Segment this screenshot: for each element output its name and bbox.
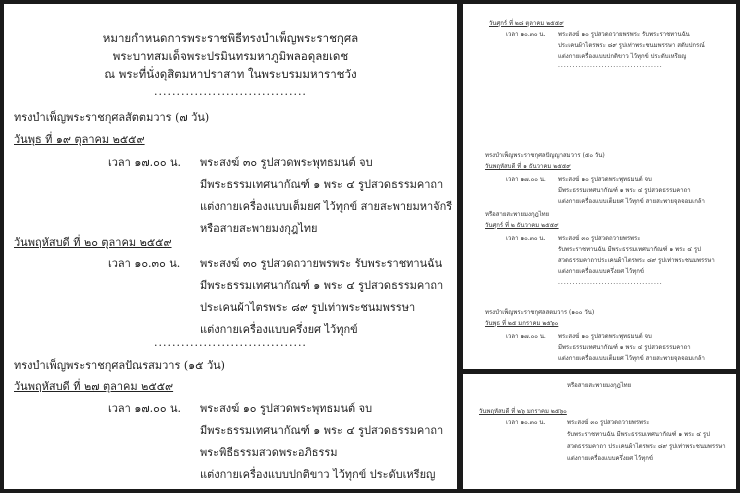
event-detail: พระสงฆ์ ๓๐ รูปสวดถวายพรพระ <box>558 235 641 242</box>
event-detail: พระสงฆ์ ๓๐ รูปสวดถวายพรพระ รับพระราชทานฉัน <box>200 257 443 270</box>
doc-title-line-3: ณ พระที่นั่งดุสิตมหาปราสาท ในพระบรมมหาราชวัง <box>104 67 357 81</box>
event-detail: มีพระธรรมเทศนากัณฑ์ ๑ พระ ๔ รูปสวดธรรมคาถา <box>200 424 444 437</box>
event-detail: แต่งกายเครื่องแบบปกติขาว ไว้ทุกข์ ประดับเหรียญ <box>200 468 436 481</box>
section-title-50-days: ทรงบำเพ็ญพระราชกุศลปัญญาสมวาร (๕๐ วัน) <box>485 152 605 159</box>
continuation-page-1 <box>463 4 736 369</box>
event-time: เวลา ๑๐.๓๐ น. <box>506 235 546 242</box>
event-detail: สวดธรรมคาถา ประเคนผ้าไตรพระ ๘๙ รูปเท่าพระชนมพรรษา <box>567 443 726 450</box>
event-detail: แต่งกายเครื่องแบบปกติขาว ไว้ทุกข์ ประดับเหรียญ <box>558 53 687 60</box>
divider: .................................... <box>558 279 663 286</box>
section-title-7-days: ทรงบำเพ็ญพระราชกุศลสัตตมวาร (๗ วัน) <box>14 111 210 124</box>
date-heading: วันพฤหัสบดี ที่ ๒๐ ตุลาคม ๒๕๕๙ <box>14 236 172 249</box>
doc-title-line-2: พระบาทสมเด็จพระปรมินทรมหาภูมิพลอดุลยเดช <box>112 49 349 63</box>
event-detail: พระสงฆ์ ๓๐ รูปสวดถวายพรพระ <box>567 419 650 426</box>
event-detail: พระสงฆ์ ๓๐ รูปสวดพระพุทธมนต์ จบ <box>200 156 373 169</box>
event-detail: มีพระธรรมเทศนากัณฑ์ ๑ พระ ๔ รูปสวดธรรมคาถา <box>200 178 444 191</box>
date-heading: วันพุธ ที่ ๑๙ ตุลาคม ๒๕๕๙ <box>14 133 145 146</box>
event-detail: รับพระราชทานฉัน มีพระธรรมเทศนากัณฑ์ ๑ พระ ๔ รูป <box>558 246 701 253</box>
divider: .................................. <box>154 85 307 98</box>
event-detail: พระสงฆ์ ๑๐ รูปสวดพระพุทธมนต์ จบ <box>558 333 652 340</box>
event-time: เวลา ๑๗.๐๐ น. <box>506 176 546 183</box>
section-title-15-days: ทรงบำเพ็ญพระราชกุศลปัณรสมวาร (๑๕ วัน) <box>14 359 225 372</box>
doc-title-line-1: หมายกำหนดการพระราชพิธีทรงบำเพ็ญพระราชกุศล <box>102 31 359 45</box>
event-time: เวลา ๑๗.๐๐ น. <box>108 156 182 169</box>
event-detail: พระสงฆ์ ๑๐ รูปสวดพระพุทธมนต์ จบ <box>558 176 652 183</box>
event-detail: หรือสายสะพายมงกุฎไทย <box>200 222 318 235</box>
event-detail: แต่งกายเครื่องแบบครึ่งยศ ไว้ทุกข์ <box>567 455 653 462</box>
date-heading: วันพุธ ที่ ๒๕ มกราคม ๒๕๖๐ <box>485 320 559 327</box>
section-title-100-days: ทรงบำเพ็ญพระราชกุศลสตมวาร (๑๐๐ วัน) <box>485 309 595 316</box>
date-heading: วันศุกร์ ที่ ๒๘ ตุลาคม ๒๕๕๙ <box>489 20 564 27</box>
divider: .................................... <box>558 62 663 69</box>
date-heading: วันศุกร์ ที่ ๒ ธันวาคม ๒๕๕๙ <box>485 222 559 229</box>
event-detail: แต่งกายเครื่องแบบเต็มยศ ไว้ทุกข์ สายสะพายมหาจักรี <box>200 200 453 213</box>
event-detail: แต่งกายเครื่องแบบครึ่งยศ ไว้ทุกข์ <box>200 323 358 336</box>
event-detail: แต่งกายเครื่องแบบเต็มยศ ไว้ทุกข์ สายสะพายจุลจอมเกล้า <box>558 355 705 362</box>
divider: .................................. <box>154 336 307 349</box>
event-detail: รับพระราชทานฉัน มีพระธรรมเทศนากัณฑ์ ๑ พระ ๔ รูป <box>567 431 710 438</box>
date-heading: วันพฤหัสบดี ที่ ๑ ธันวาคม ๒๕๕๙ <box>485 163 571 170</box>
event-detail: หรือสายสะพายมงกุฎไทย <box>567 382 632 389</box>
event-detail: มีพระธรรมเทศนากัณฑ์ ๑ พระ ๔ รูปสวดธรรมคาถา <box>558 187 691 194</box>
event-detail: พระสงฆ์ ๑๐ รูปสวดพระพุทธมนต์ จบ <box>200 402 373 415</box>
continuation-page-2 <box>463 374 736 489</box>
event-detail: มีพระธรรมเทศนากัณฑ์ ๑ พระ ๔ รูปสวดธรรมคาถา <box>558 344 691 351</box>
event-detail: แต่งกายเครื่องแบบเต็มยศ ไว้ทุกข์ สายสะพายจุลจอมเกล้า <box>558 198 705 205</box>
event-detail: แต่งกายเครื่องแบบครึ่งยศ ไว้ทุกข์ <box>558 268 644 275</box>
event-detail: มีพระธรรมเทศนากัณฑ์ ๑ พระ ๔ รูปสวดธรรมคาถา <box>200 279 444 292</box>
date-heading: วันพฤหัสบดี ที่ ๒๖ มกราคม ๒๕๖๐ <box>479 408 567 415</box>
event-time: เวลา ๑๐.๓๐ น. <box>108 257 181 270</box>
event-time: เวลา ๑๗.๐๐ น. <box>506 333 546 340</box>
event-detail: หรือสายสะพายมงกุฎไทย <box>485 211 550 218</box>
event-detail: พระพิธีธรรมสวดพระอภิธรรม <box>200 446 338 459</box>
event-detail: สวดธรรมคาถาประเคนผ้าไตรพระ ๘๙ รูปเท่าพระชนมพรรษา <box>558 257 715 264</box>
date-heading: วันพฤหัสบดี ที่ ๒๗ ตุลาคม ๒๕๕๙ <box>14 380 174 393</box>
event-time: เวลา ๑๐.๓๐ น. <box>506 419 546 426</box>
event-detail: พระสงฆ์ ๑๐ รูปสวดถวายพรพระ รับพระราชทานฉัน <box>558 31 690 38</box>
event-detail: ประเคนผ้าไตรพระ ๘๙ รูปเท่าพระชนมพรรษา สดับปกรณ์ <box>558 42 705 49</box>
event-detail: ประเคนผ้าไตรพระ ๘๙ รูปเท่าพระชนมพรรษา <box>200 301 416 314</box>
event-time: เวลา ๑๗.๐๐ น. <box>108 402 182 415</box>
main-document-page <box>4 4 457 489</box>
event-time: เวลา ๑๐.๓๐ น. <box>506 31 546 38</box>
